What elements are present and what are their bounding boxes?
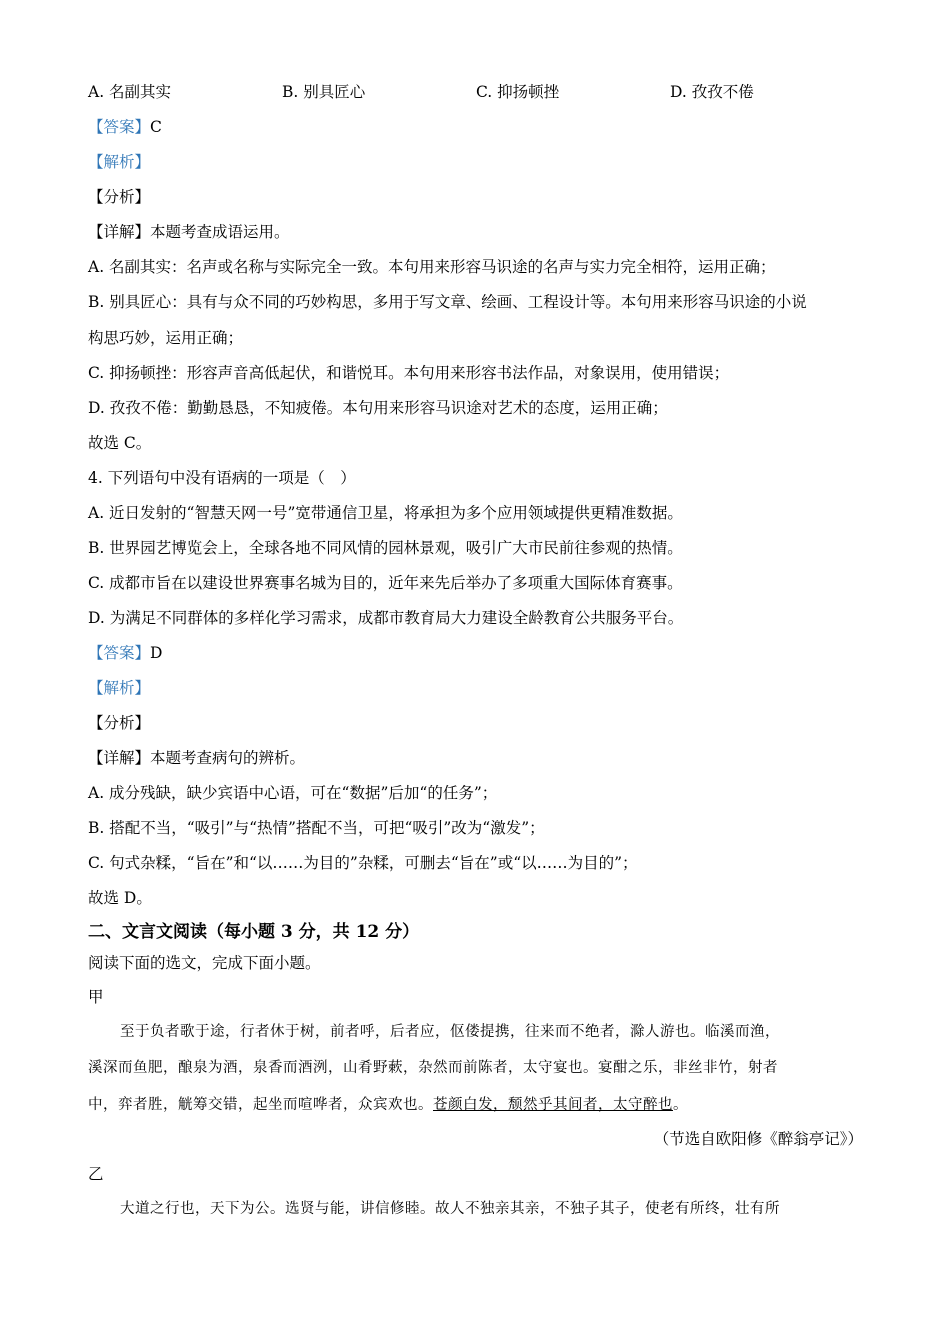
answer-value: D: [150, 644, 163, 662]
answer-value: C: [150, 118, 162, 136]
passage-jia-line3: [88, 1093, 863, 1117]
q3-analysis-d: D. 孜孜不倦：勤勤恳恳，不知疲倦。本句用来形容马识途对艺术的态度，运用正确；: [88, 399, 668, 417]
passage-jia-line2: 溪深而鱼肥，酿泉为酒，泉香而酒洌，山肴野蔌，杂然而前陈者，太守宴也。宴酣之乐，非丝非竹，射者: [88, 1060, 778, 1076]
q3-fenxi-tag: 【分析】: [88, 188, 151, 206]
underlined-sentence: 苍颜白发，颓然乎其间者，太守醉也: [433, 1097, 673, 1113]
q4-option-c: C. 成都市旨在以建设世界赛事名城为目的，近年来先后举办了多项重大国际体育赛事。: [88, 574, 683, 592]
q4-analysis-a: A. 成分残缺，缺少宾语中心语，可在“数据”后加“的任务”；: [88, 784, 498, 802]
q3-detail: [88, 220, 863, 244]
q4-stem: 4. 下列语句中没有语病的一项是（ ）: [88, 469, 356, 487]
detail-text: 本题考查病句的辨析。: [150, 749, 306, 767]
passage-jia-end: 。: [673, 1097, 688, 1113]
q3-options: [88, 80, 863, 104]
passage-jia-text: 中，弈者胜，觥筹交错，起坐而喧哗者，众宾欢也。: [88, 1097, 433, 1113]
detail-text: 本题考查成语运用。: [150, 223, 290, 241]
answer-tag: 【答案】: [88, 118, 151, 136]
q3-option-c: C. 抑扬顿挫: [476, 83, 560, 101]
passage-jia-line1: 至于负者歌于途，行者休于树，前者呼，后者应，伛偻提携，往来而不绝者，滁人游也。临溪而渔，: [120, 1024, 780, 1040]
q4-option-a: A. 近日发射的“智慧天网一号”宽带通信卫星，将承担为多个应用领域提供更精准数据。: [88, 504, 683, 522]
q3-analysis-b-line1: B. 别具匠心：具有与众不同的巧妙构思，多用于写文章、绘画、工程设计等。本句用来形容马识途的小说: [88, 293, 807, 311]
q4-answer: [88, 641, 863, 665]
section-heading: 二、文言文阅读（每小题 3 分，共 12 分）: [88, 922, 420, 942]
q3-option-d: D. 孜孜不倦: [670, 83, 754, 101]
q3-option-a: A. 名副其实: [88, 83, 172, 101]
q3-analysis-c: C. 抑扬顿挫：形容声音高低起伏，和谐悦耳。本句用来形容书法作品，对象误用，使用错误；: [88, 364, 730, 382]
q3-analysis-a: A. 名副其实：名声或名称与实际完全一致。本句用来形容马识途的名声与实力完全相符，运用正确；: [88, 258, 776, 276]
q3-option-b: B. 别具匠心: [282, 83, 366, 101]
answer-tag: 【答案】: [88, 644, 151, 662]
passage-label-jia: 甲: [88, 988, 104, 1006]
detail-tag: 【详解】: [88, 749, 151, 767]
q4-option-b: B. 世界园艺博览会上，全球各地不同风情的园林景观，吸引广大市民前往参观的热情。: [88, 539, 683, 557]
q3-analysis-b-line2: 构思巧妙，运用正确；: [88, 329, 244, 347]
q4-option-d: D. 为满足不同群体的多样化学习需求，成都市教育局大力建设全龄教育公共服务平台。: [88, 609, 684, 627]
passage-yi-line1: 大道之行也，天下为公。选贤与能，讲信修睦。故人不独亲其亲，不独子其子，使老有所终，壮有所: [120, 1201, 780, 1217]
detail-tag: 【详解】: [88, 223, 151, 241]
q4-analysis-c: C. 句式杂糅，“旨在”和“以……为目的”杂糅，可删去“旨在”或“以……为目的”；: [88, 854, 638, 872]
q4-jiexi-tag: 【解析】: [88, 679, 151, 697]
reading-instruction: 阅读下面的选文，完成下面小题。: [88, 954, 321, 972]
q4-detail: [88, 746, 863, 770]
q4-analysis-b: B. 搭配不当，“吸引”与“热情”搭配不当，可把“吸引”改为“激发”；: [88, 819, 545, 837]
passage-label-yi: 乙: [88, 1165, 104, 1183]
q3-conclusion: 故选 C。: [88, 434, 152, 452]
q4-conclusion: 故选 D。: [88, 889, 152, 907]
q4-fenxi-tag: 【分析】: [88, 714, 151, 732]
q3-answer: [88, 115, 863, 139]
passage-jia-source: （节选自欧阳修《醉翁亭记》）: [653, 1130, 863, 1148]
q3-jiexi-tag: 【解析】: [88, 153, 151, 171]
